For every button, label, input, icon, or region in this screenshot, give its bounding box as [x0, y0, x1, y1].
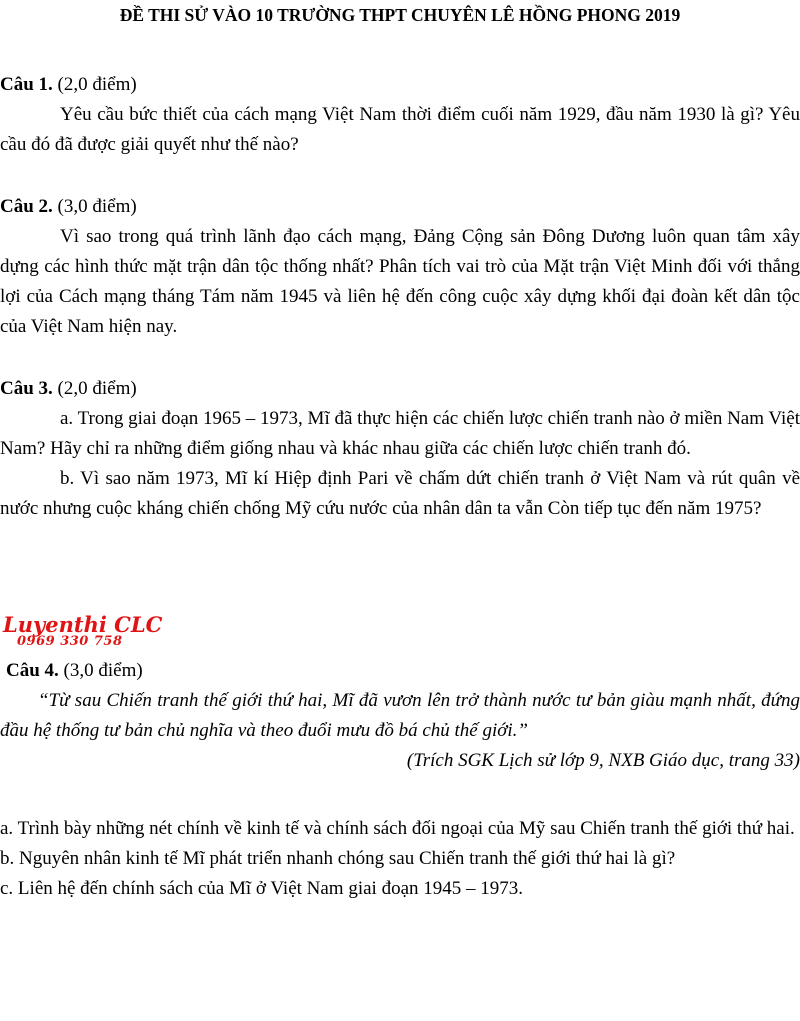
question-1-points: (2,0 điểm) — [57, 74, 137, 95]
question-4-label: Câu 4. — [6, 660, 59, 681]
exam-title: ĐỀ THI SỬ VÀO 10 TRƯỜNG THPT CHUYÊN LÊ HỒNG PHONG 2019 — [119, 5, 681, 25]
question-4 — [0, 656, 800, 776]
question-4-parts — [0, 814, 800, 904]
question-4-source: (Trích SGK Lịch sử lớp 9, NXB Giáo dục, trang 33) — [406, 750, 800, 771]
question-1-text: Yêu cầu bức thiết của cách mạng Việt Nam thời điểm cuối năm 1929, đầu năm 1930 là gì? Yêu cầu đó đã được giải quyết như thế nào? — [0, 104, 800, 155]
question-1-header — [0, 70, 800, 100]
watermark-logo — [3, 612, 203, 652]
question-3-header — [0, 374, 800, 404]
question-3-label: Câu 3. — [0, 378, 53, 399]
question-2-points: (3,0 điểm) — [57, 196, 137, 217]
question-3-part-a: a. Trong giai đoạn 1965 – 1973, Mĩ đã thực hiện các chiến lược chiến tranh nào ở miền Nam Việt Nam? Hãy chỉ ra những điểm giống nhau và khác nhau giữa các chiến lược chiến tranh đó. — [0, 408, 800, 459]
question-2-header — [0, 192, 800, 222]
question-2-label: Câu 2. — [0, 196, 53, 217]
watermark-brand: Luyenthi CLC — [3, 612, 163, 637]
question-4-quote: “Từ sau Chiến tranh thế giới thứ hai, Mĩ đã vươn lên trở thành nước tư bản giàu mạnh nhất, đứng đầu hệ thống tư bản chủ nghĩa và theo đuổi mưu đồ bá chủ thế giới.” — [0, 690, 800, 741]
question-4-part-c: c. Liên hệ đến chính sách của Mĩ ở Việt Nam giai đoạn 1945 – 1973. — [0, 878, 524, 899]
question-3-points: (2,0 điểm) — [57, 378, 137, 399]
question-4-part-a: a. Trình bày những nét chính về kinh tế và chính sách đối ngoại của Mỹ sau Chiến tranh thế giới thứ hai. — [0, 818, 795, 839]
question-2 — [0, 192, 800, 342]
question-3 — [0, 374, 800, 524]
question-3-part-b: b. Vì sao năm 1973, Mĩ kí Hiệp định Pari về chấm dứt chiến tranh ở Việt Nam và rút quân về nước nhưng cuộc kháng chiến chống Mỹ cứu nước của nhân dân ta vẫn Còn tiếp tục đến năm 1975? — [0, 468, 800, 519]
question-2-text: Vì sao trong quá trình lãnh đạo cách mạng, Đảng Cộng sản Đông Dương luôn quan tâm xây dựng các hình thức mặt trận dân tộc thống nhất? Phân tích vai trò của Mặt trận Việt Minh đối với thắng lợi của Cách mạng tháng Tám năm 1945 và liên hệ đến công cuộc xây dựng khối đại đoàn kết dân tộc của Việt Nam hiện nay. — [0, 226, 800, 337]
question-1-label: Câu 1. — [0, 74, 53, 95]
question-4-points: (3,0 điểm) — [63, 660, 143, 681]
question-4-header — [0, 656, 800, 686]
question-1 — [0, 70, 800, 160]
watermark-phone: 0969 330 758 — [17, 634, 123, 649]
question-4-part-b: b. Nguyên nhân kinh tế Mĩ phát triển nhanh chóng sau Chiến tranh thế giới thứ hai là gì? — [0, 848, 676, 869]
